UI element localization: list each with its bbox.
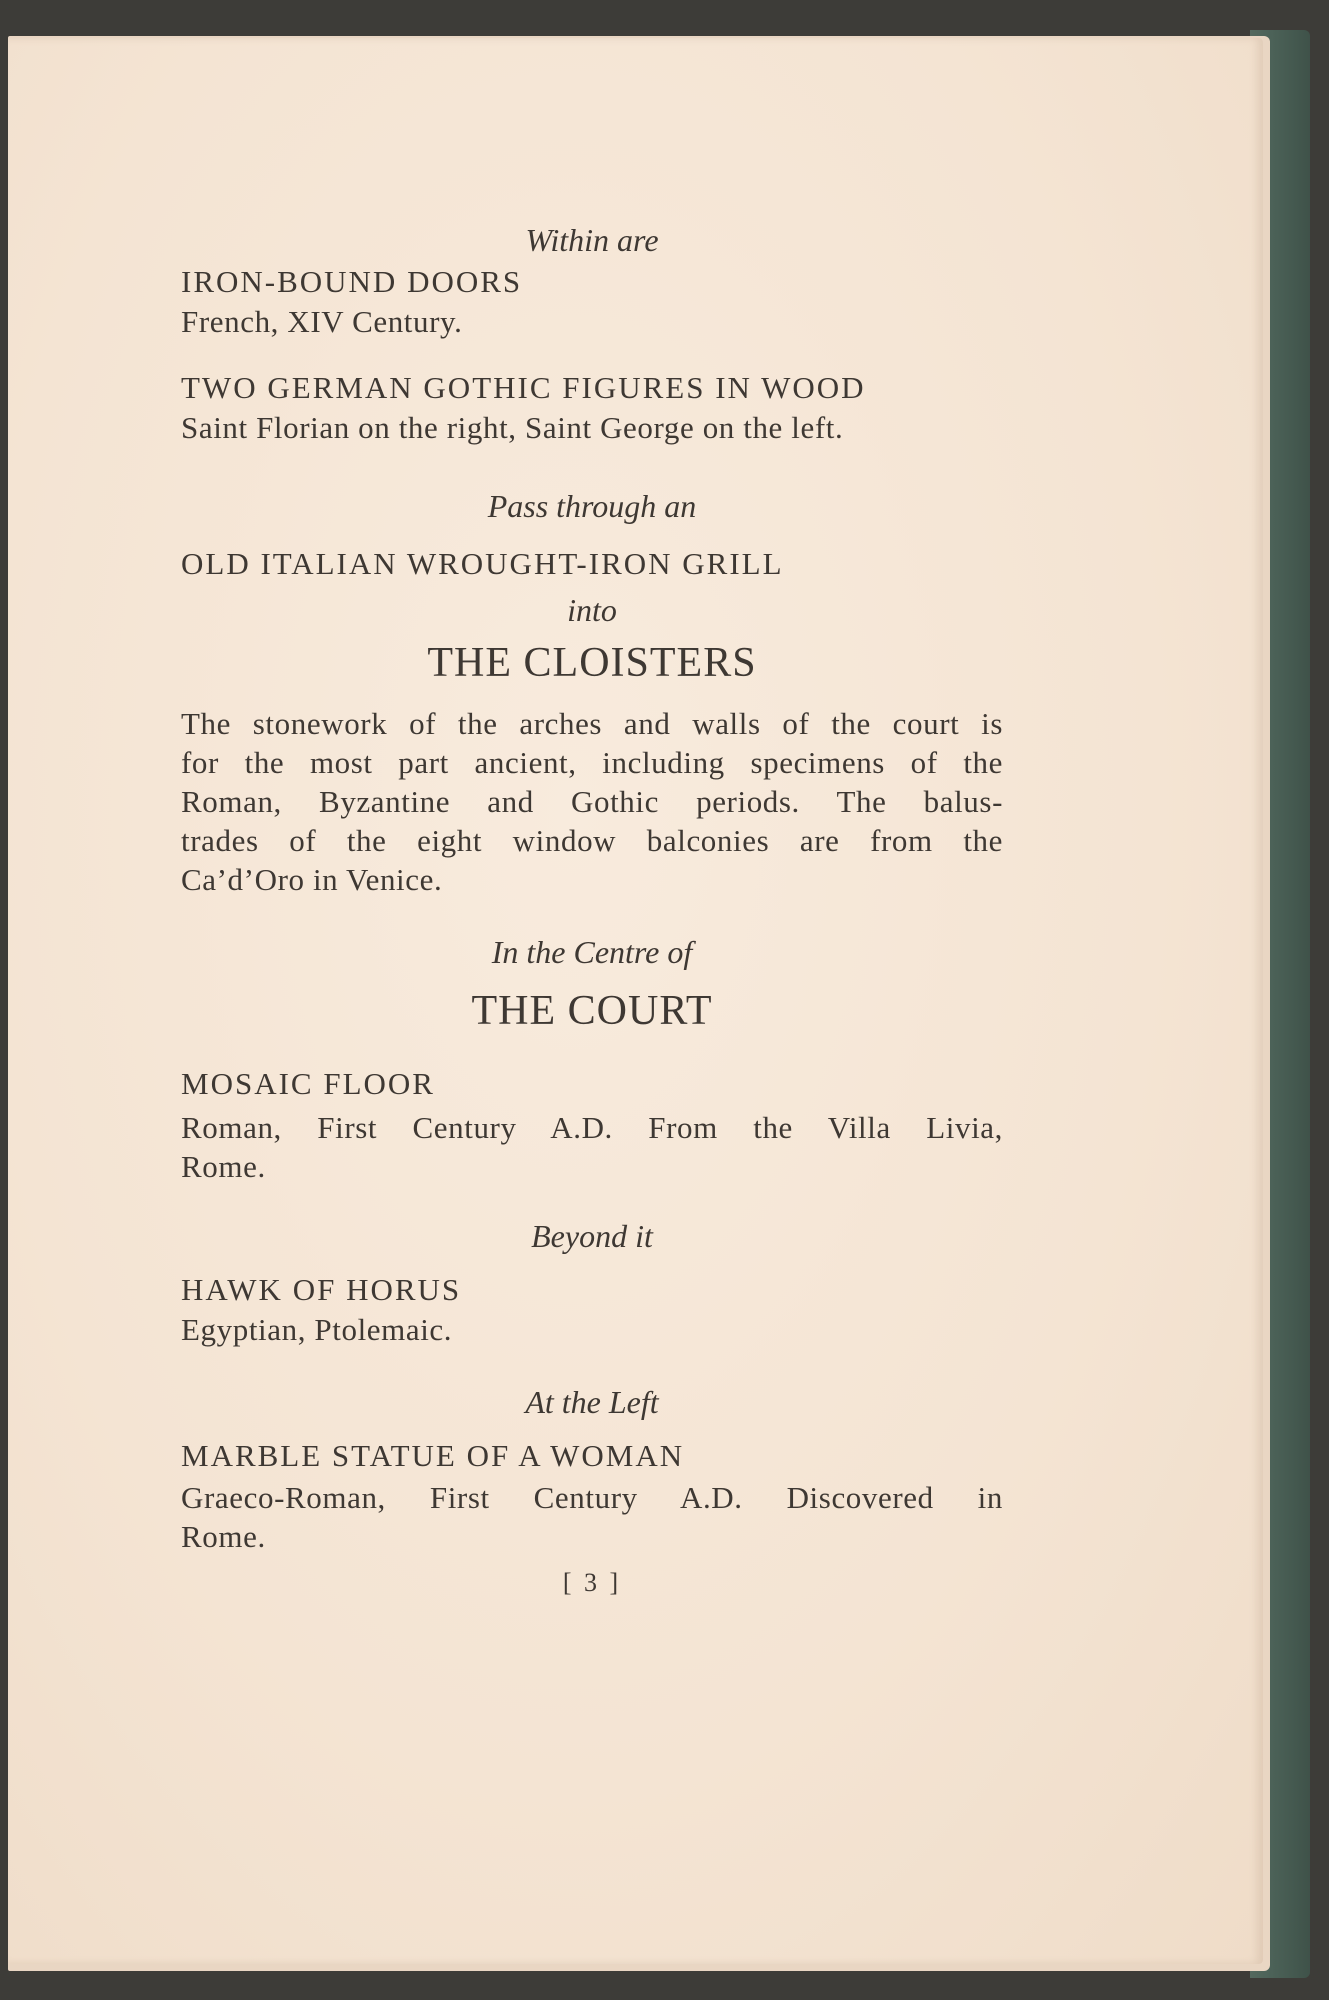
- paragraph-line-4: trades of the eight window balconies are from the: [181, 823, 1003, 858]
- intro-within-are: Within are: [525, 222, 659, 258]
- paragraph-line-2: for the most part ancient, including specimens of the: [181, 745, 1003, 780]
- intro-in-the-centre: In the Centre of: [491, 934, 693, 970]
- item-title-italian-grill: OLD ITALIAN WROUGHT-IRON GRILL: [181, 546, 784, 581]
- item-desc-iron-doors: French, XIV Century.: [181, 304, 463, 339]
- item-desc-statue-2: Rome.: [181, 1519, 266, 1554]
- section-heading-court: THE COURT: [471, 988, 713, 1034]
- intro-at-the-left: At the Left: [525, 1384, 659, 1420]
- intro-into: into: [567, 592, 617, 628]
- item-desc-mosaic-2: Rome.: [181, 1149, 266, 1184]
- item-title-statue: MARBLE STATUE OF A WOMAN: [181, 1438, 685, 1473]
- item-desc-mosaic-1: Roman, First Century A.D. From the Villa Livia,: [181, 1110, 1003, 1145]
- item-desc-hawk: Egyptian, Ptolemaic.: [181, 1312, 453, 1347]
- book-page: [8, 38, 1263, 1964]
- item-title-german-figures: TWO GERMAN GOTHIC FIGURES IN WOOD: [181, 370, 866, 405]
- paragraph-line-1: The stonework of the arches and walls of the court is: [181, 706, 1003, 741]
- intro-beyond-it: Beyond it: [531, 1218, 653, 1254]
- section-heading-cloisters: THE CLOISTERS: [427, 640, 757, 686]
- page-number: [ 3 ]: [562, 1568, 622, 1597]
- item-desc-statue-1: Graeco-Roman, First Century A.D. Discovered in: [181, 1480, 1003, 1515]
- item-title-iron-doors: IRON-BOUND DOORS: [181, 264, 523, 299]
- item-desc-german-figures: Saint Florian on the right, Saint George on the left.: [181, 410, 844, 445]
- paragraph-line-5: Ca’d’Oro in Venice.: [181, 862, 443, 897]
- paragraph-line-3: Roman, Byzantine and Gothic periods. The balus-: [181, 784, 1003, 819]
- item-title-mosaic: MOSAIC FLOOR: [181, 1066, 435, 1101]
- item-title-hawk: HAWK OF HORUS: [181, 1272, 462, 1307]
- intro-pass-through: Pass through an: [487, 488, 697, 524]
